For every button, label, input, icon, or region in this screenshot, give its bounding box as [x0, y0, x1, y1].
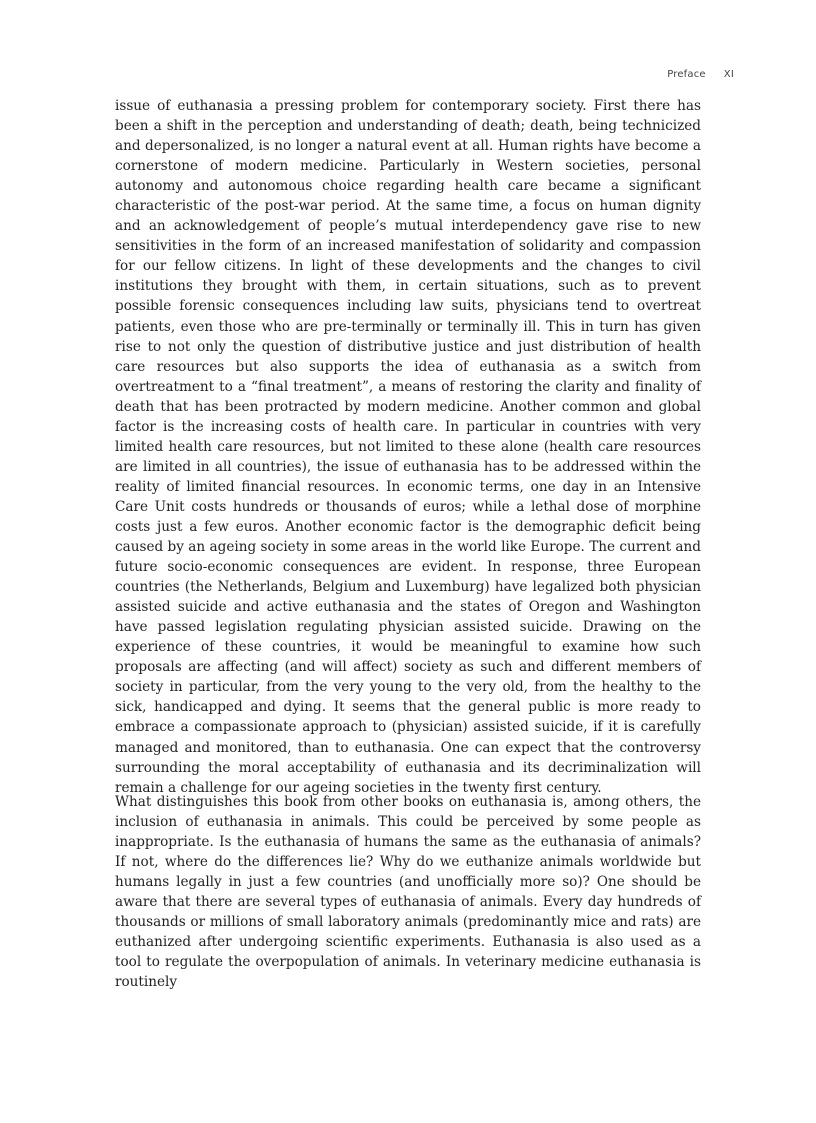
page-number: XI: [723, 69, 734, 80]
running-header: [667, 69, 734, 80]
section-title: Preface: [667, 69, 706, 80]
body-paragraph: issue of euthanasia a pressing problem for contemporary society. First there has been a shift in the perception and understanding of death; death, being technicized and depersonalized, is no longer a natural event at all. Human rights have become a cornerstone of modern medicine. Particularly in Western societies, personal autonomy and autonomous choice regarding health care became a significant characteristic of the post-war period. At the same time, a focus on human dignity and an acknowledgement of people’s mutual interdependency gave rise to new sensitivities in the form of an increased manifestation of solidarity and compassion for our fellow citizens. In light of these developments and the changes to civil institutions they brought with them, in certain situations, such as to prevent possible forensic consequences including law suits, physicians tend to overtreat patients, even those who are pre-terminally or terminally ill. This in turn has given rise to not only the question of distributive justice and just distribution of health care resources but also supports the idea of euthanasia as a switch from overtreatment to a “final treatment”, a means of restoring the clarity and finality of death that has been protracted by modern medicine. Another common and global factor is the increasing costs of health care. In particular in countries with very limited health care resources, but not limited to these alone (health care resources are limited in all countries), the issue of euthanasia has to be addressed within the reality of limited financial resources. In economic terms, one day in an Intensive Care Unit costs hundreds or thousands of euros; while a lethal dose of morphine costs just a few euros. Another economic factor is the demographic deficit being caused by an ageing society in some areas in the world like Europe. The current and future socio-economic consequences are evident. In response, three European countries (the Netherlands, Belgium and Luxemburg) have legalized both physician assisted suicide and active euthanasia and the states of Oregon and Washington have passed legislation regulating physician assisted suicide. Drawing on the experience of these countries, it would be meaningful to examine how such proposals are affecting (and will affect) society as such and different members of society in particular, from the very young to the very old, from the healthy to the sick, handicapped and dying. It seems that the general public is more ready to embrace a compassionate approach to (physician) assisted suicide, if it is carefully managed and monitored, than to euthanasia. One can expect that the controversy surrounding the moral acceptability of euthanasia and its decriminalization will remain a challenge for our ageing societies in the twenty first century.: [115, 98, 701, 796]
body-paragraph: What distinguishes this book from other books on euthanasia is, among others, the inclusion of euthanasia in animals. This could be perceived by some people as inappropriate. Is the euthanasia of humans the same as the euthanasia of animals? If not, where do the differences lie? Why do we euthanize animals worldwide but humans legally in just a few countries (and unofficially more so)? One should be aware that there are several types of euthanasia of animals. Every day hundreds of thousands or millions of small laboratory animals (predominantly mice and rats) are euthanized after undergoing scientific experiments. Euthanasia is also used as a tool to regulate the overpopulation of animals. In veterinary medicine euthanasia is routinely: [115, 794, 701, 991]
